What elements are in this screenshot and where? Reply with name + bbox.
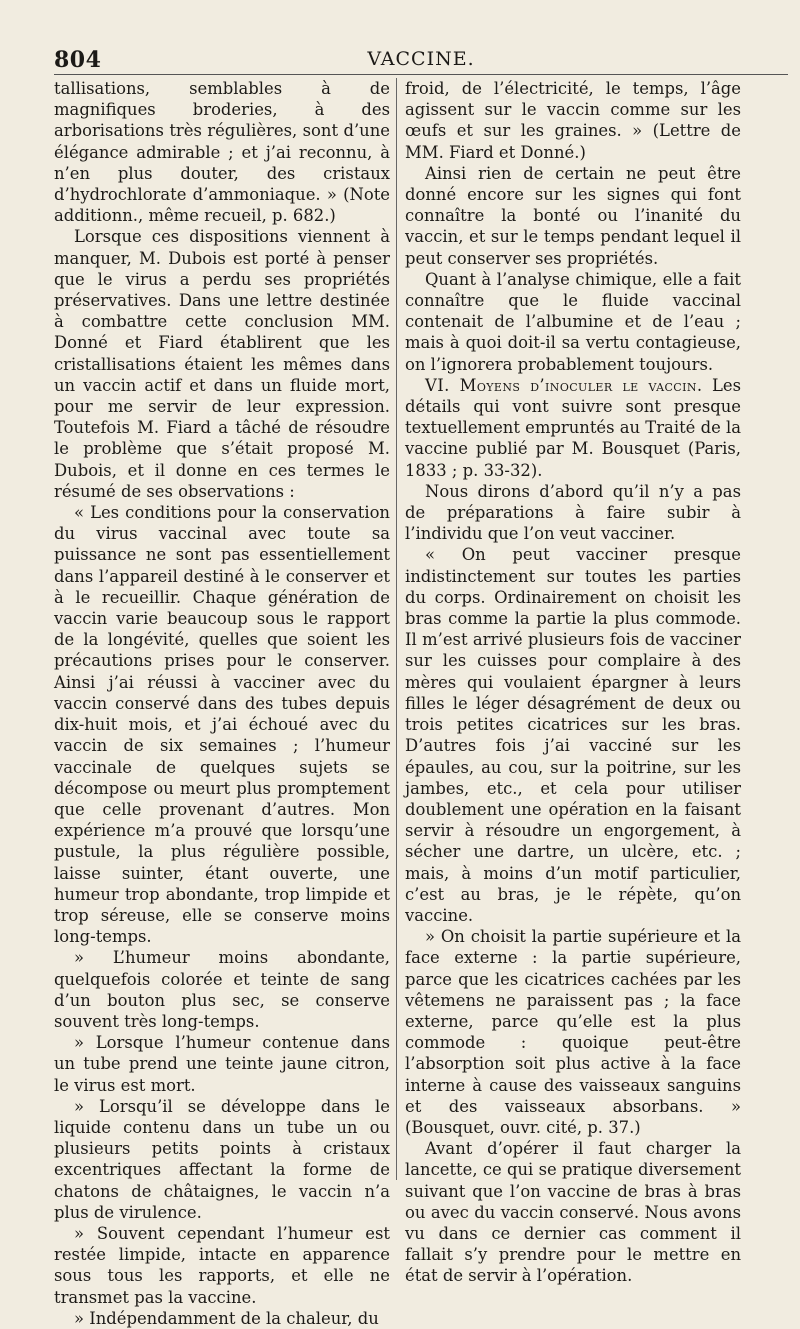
paragraph: Ainsi rien de certain ne peut être donné encore sur les signes qui font connaître la bonté ou l’inanité du vaccin, et sur le temps pendant lequel il peut conserver ses propriétés. bbox=[405, 163, 741, 268]
paragraph: Lorsque ces dispositions viennent à manquer, M. Dubois est porté à penser que le virus a perdu ses propriétés préservatives. Dans une lettre destinée à combattre cette conclusion MM. Donné et Fiard établirent que les cristallisations étaient les mêmes dans un vaccin actif et dans un fluide mort, pour me servir de leur expression. Toutefois M. Fiard a tâché de résoudre le problème que s’était proposé M. Dubois, et il donne en ces termes le résumé de ses observations : bbox=[54, 227, 390, 501]
page-number: 804 bbox=[54, 47, 102, 73]
paragraph: « On peut vacciner presque indistinctement sur toutes les parties du corps. Ordinairement on choisit les bras comme la partie la plus commode. Il m’est arrivé plusieurs fois de vacciner sur les cuisses pour complaire à des mères qui voulaient épargner à leurs filles le léger désagrément de deux ou trois petites cicatrices sur les bras. D’autres fois j’ai vacciné sur les épaules, au cou, sur la poitrine, sur les jambes, etc., et cela pour utiliser doublement une opération en la faisant servir à résoudre un engorgement, à sécher une dartre, un ulcère, etc. ; mais, à moins d’un motif particulier, c’est au bras, je le répète, qu’on vaccine. bbox=[405, 545, 741, 925]
column-divider bbox=[396, 78, 397, 1180]
paragraph: « Les conditions pour la conservation du virus vaccinal avec toute sa puissance ne sont pas essentiellement dans l’appareil destiné à le conserver et à le recueillir. Chaque génération de vaccin varie beaucoup sous le rapport de la longévité, quelles que soient les précautions prises pour le conserver. Ainsi j’ai réussi à vacciner avec du vaccin conservé dans des tubes depuis dix-huit mois, et j’ai échoué avec du vaccin de six semaines ; l’humeur vaccinale de quelques sujets se décompose ou meurt plus promptement que celle provenant d’autres. Mon expérience m’a prouvé que lorsqu’une pustule, la plus régulière possible, laisse suinter, étant ouverte, une humeur trop abondante, trop limpide et trop séreuse, elle se conserve moins long-temps. bbox=[54, 503, 390, 947]
page-header bbox=[54, 44, 788, 75]
section-body: Les détails qui vont suivre sont presque textuellement empruntés au Traité de la vaccine publié par M. Bousquet (Paris, 1833 ; p. 33-32). bbox=[405, 375, 741, 480]
paragraph: » Indépendamment de la chaleur, du bbox=[74, 1308, 379, 1328]
left-column bbox=[54, 78, 390, 1329]
paragraph: froid, de l’électricité, le temps, l’âge agissent sur le vaccin comme sur les œufs et sur les graines. » (Lettre de MM. Fiard et Donné.) bbox=[405, 79, 741, 162]
paragraph: » On choisit la partie supérieure et la face externe : la partie supérieure, parce que les cicatrices cachées par les vêtemens ne paraissent pas ; la face externe, parce qu’elle est la plus commode : quoique peut-être l’absorption soit plus active à la face interne à cause des vaisseaux sanguins et des vaisseaux absorbans. » (Bousquet, ouvr. cité, p. 37.) bbox=[405, 927, 741, 1137]
paragraph: » Souvent cependant l’humeur est restée limpide, intacte en apparence sous tous les rapports, et elle ne transmet pas la vaccine. bbox=[54, 1223, 390, 1307]
paragraph: » L’humeur moins abondante, quelquefois colorée et teinte de sang d’un bouton plus sec, se conserve souvent très long-temps. bbox=[54, 948, 390, 1031]
right-column bbox=[405, 78, 741, 1287]
paragraph: Nous dirons d’abord qu’il n’y a pas de préparations à faire subir à l’individu que l’on veut vacciner. bbox=[405, 481, 741, 544]
paragraph: Avant d’opérer il faut charger la lancette, ce qui se pratique diversement suivant que l’on vaccine de bras à bras ou avec du vaccin conservé. Nous avons vu dans ce dernier cas comment il fallait s’y prendre pour le mettre en état de servir à l’opération. bbox=[405, 1139, 741, 1286]
section-heading: VI. Moyens d’inoculer le vaccin. bbox=[425, 375, 703, 395]
paragraph: Quant à l’analyse chimique, elle a fait connaître que le fluide vaccinal contenait de l’albumine et de l’eau ; mais à quoi doit-il sa vertu contagieuse, on l’ignorera probablement toujours. bbox=[405, 269, 741, 374]
paragraph: » Lorsque l’humeur contenue dans un tube prend une teinte jaune citron, le virus est mort. bbox=[54, 1033, 390, 1095]
section-paragraph bbox=[405, 375, 741, 481]
paragraph: » Lorsqu’il se développe dans le liquide contenu dans un tube un ou plusieurs petits points à cristaux excentriques affectant la forme de chatons de châtaignes, le vaccin n’a plus de virulence. bbox=[54, 1096, 390, 1222]
running-title: VACCINE. bbox=[367, 48, 475, 70]
paragraph: tallisations, semblables à de magnifiques broderies, à des arborisations très régulières, sont d’une élégance admirable ; et j’ai reconnu, à n’en plus douter, des cristaux d’hydrochlorate d’ammoniaque. » (Note additionn., même recueil, p. 682.) bbox=[54, 79, 390, 226]
